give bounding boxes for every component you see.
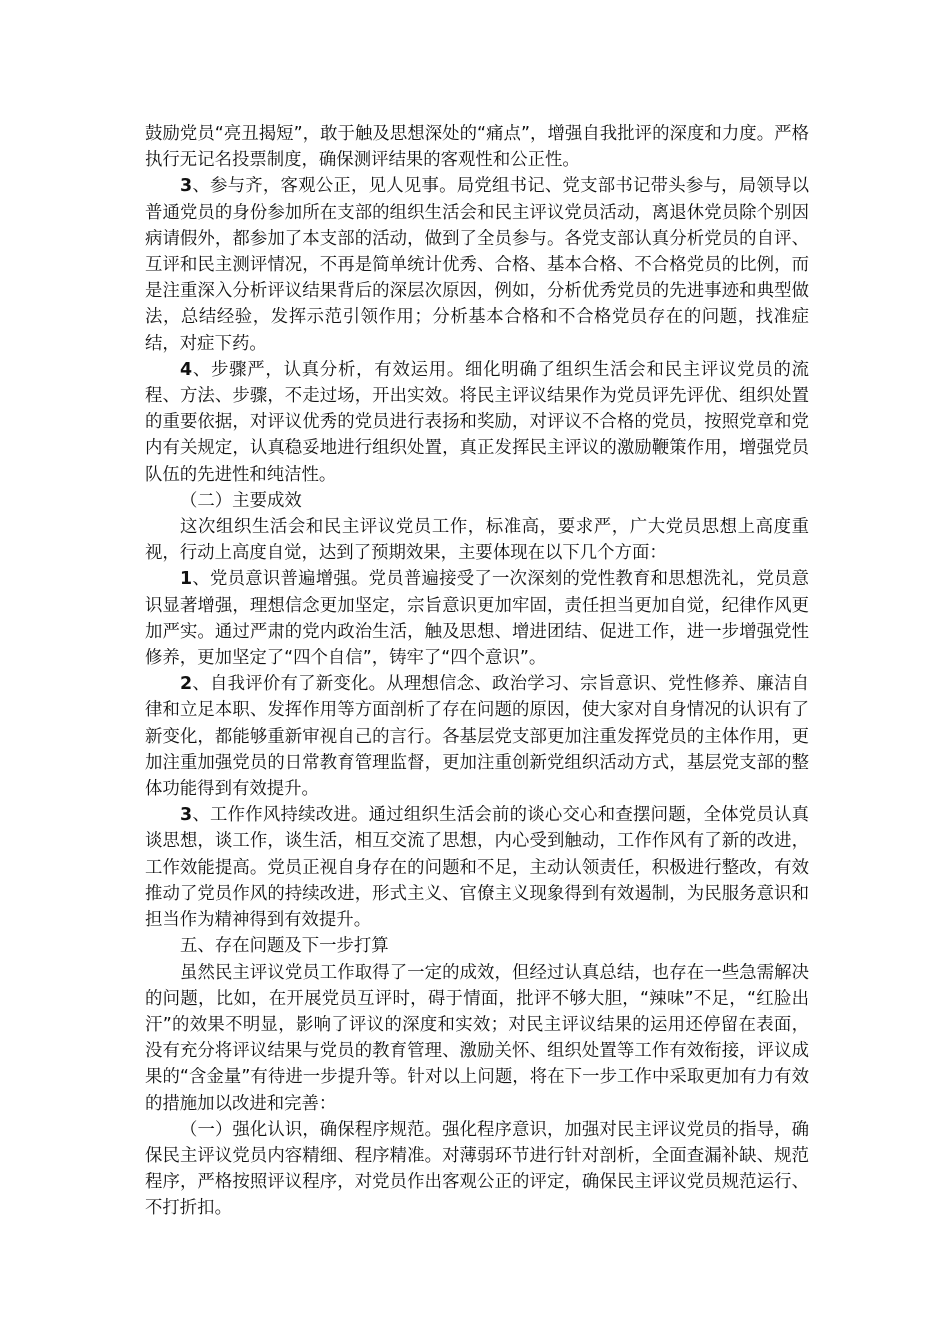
paragraph-text: （一）强化认识，确保程序规范。强化程序意识，加强对民主评议党员的指导，确保民主评议党员内容精细、程序精准。对薄弱环节进行针对剖析，全面查漏补缺、规范程序，严格按照评议程序，对党员作出客观公正的评定，确保民主评议党员规范运行、不打折扣。: [145, 1119, 809, 1219]
paragraph-item-3-work-style: [145, 802, 809, 933]
paragraph-item-1-awareness: [145, 566, 809, 671]
heading-text: （二）主要成效: [180, 490, 302, 511]
paragraph-text: 鼓励党员“亮丑揭短”，敢于触及思想深处的“痛点”，增强自我批评的深度和力度。严格执行无记名投票制度，确保测评结果的客观性和公正性。: [145, 124, 809, 171]
paragraph-text: 、自我评价有了新变化。从理想信念、政治学习、宗旨意识、党性修养、廉洁自律和立足本职、发挥作用等方面剖析了存在问题的原因，使大家对自身情况的认识有了新变化，都能够重新审视自己的言行。各基层党支部更加注重发挥党员的主体作用，更加注重加强党员的日常教育管理监督，更加注重创新党组织活动方式，基层党支部的整体功能得到有效提升。: [145, 674, 809, 800]
item-number: 2: [180, 674, 193, 695]
paragraph-text: 虽然民主评议党员工作取得了一定的成效，但经过认真总结，也存在一些急需解决的问题，比如，在开展党员互评时，碍于情面，批评不够大胆，“辣味”不足，“红脸出汗”的效果不明显，影响了评议的深度和实效；对民主评议结果的运用还停留在表面，没有充分将评议结果与党员的教育管理、激励关怀、组织处置等工作有效衔接，评议成果的“含金量”有待进一步提升等。针对以上问题，将在下一步工作中采取更加有力有效的措施加以改进和完善：: [145, 962, 809, 1114]
heading-text: 五、存在问题及下一步打算: [180, 936, 389, 957]
section-heading-main-results: [145, 488, 809, 514]
item-number: 3: [180, 176, 193, 197]
paragraph-measure-1: [145, 1117, 809, 1222]
paragraph-item-3-participation: [145, 173, 809, 356]
section-heading-problems-plans: [145, 933, 809, 959]
paragraph-text: 、步骤严，认真分析，有效运用。细化明确了组织生活会和民主评议党员的流程、方法、步骤，不走过场，开出实效。将民主评议结果作为党员评先评优、组织处置的重要依据，对评议优秀的党员进行表扬和奖励，对评议不合格的党员，按照党章和党内有关规定，认真稳妥地进行组织处置，真正发挥民主评议的激励鞭策作用，增强党员队伍的先进性和纯洁性。: [145, 359, 809, 485]
paragraph-problems: [145, 960, 809, 1117]
paragraph-text: 、党员意识普遍增强。党员普遍接受了一次深刻的党性教育和思想洗礼，党员意识显著增强，理想信念更加坚定，宗旨意识更加牢固，责任担当更加自觉，纪律作风更加严实。通过严肃的党内政治生活，触及思想、增进团结、促进工作，进一步增强党性修养，更加坚定了“四个自信”，铸牢了“四个意识”。: [145, 569, 809, 669]
paragraph-text: 这次组织生活会和民主评议党员工作，标准高，要求严，广大党员思想上高度重视，行动上高度自觉，达到了预期效果，主要体现在以下几个方面：: [145, 517, 809, 564]
paragraph-results-intro: [145, 514, 809, 566]
paragraph-text: 、工作作风持续改进。通过组织生活会前的谈心交心和查摆问题，全体党员认真谈思想，谈工作，谈生活，相互交流了思想，内心受到触动，工作作风有了新的改进，工作效能提高。党员正视自身存在的问题和不足，主动认领责任，积极进行整改，有效推动了党员作风的持续改进，形式主义、官僚主义现象得到有效遏制，为民服务意识和担当作为精神得到有效提升。: [145, 805, 809, 931]
paragraph-item-2-self-evaluation: [145, 671, 809, 802]
item-number: 1: [180, 569, 193, 590]
item-number: 3: [180, 805, 193, 826]
item-number: 4: [180, 359, 193, 380]
paragraph-item-4-steps: [145, 357, 809, 488]
document-page: [145, 121, 809, 1222]
paragraph-continuation: [145, 121, 809, 173]
paragraph-text: 、参与齐，客观公正，见人见事。局党组书记、党支部书记带头参与，局领导以普通党员的身份参加所在支部的组织生活会和民主评议党员活动，离退休党员除个别因病请假外，都参加了本支部的活动，做到了全员参与。各党支部认真分析党员的自评、互评和民主测评情况，不再是简单统计优秀、合格、基本合格、不合格党员的比例，而是注重深入分析评议结果背后的深层次原因，例如，分析优秀党员的先进事迹和典型做法，总结经验，发挥示范引领作用；分析基本合格和不合格党员存在的问题，找准症结，对症下药。: [145, 176, 809, 354]
